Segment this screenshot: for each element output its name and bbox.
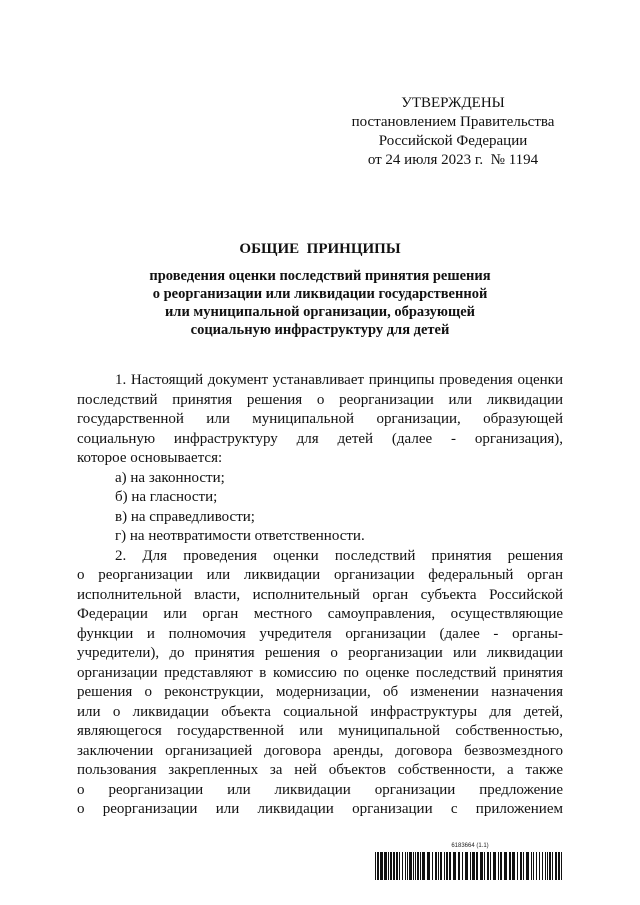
barcode-bar <box>536 852 537 880</box>
barcode-bar <box>490 852 491 880</box>
text-line: социальную инфраструктуру для детей (далее - организация), <box>77 430 563 447</box>
barcode-bar <box>504 852 507 880</box>
barcode-bar <box>517 852 518 880</box>
barcode-bar <box>413 852 414 880</box>
barcode-bar <box>407 852 408 880</box>
text-line: о реорганизации или ликвидации организации федеральный орган <box>77 567 563 583</box>
barcode-bar <box>520 852 522 880</box>
paragraph-1 <box>77 371 563 469</box>
subtitle-line: проведения оценки последствий принятия решения <box>149 268 491 284</box>
text-line: функции и полномочия учредителя организации (далее - органы- <box>77 625 563 642</box>
subtitle-line: или муниципальной организации, образующей <box>164 304 476 320</box>
barcode-bar <box>420 852 421 880</box>
list-item: б) на гласности; <box>115 489 218 505</box>
barcode-bar <box>384 852 387 880</box>
approval-block <box>343 94 563 170</box>
text-line: организации представляют в комиссию по оценке последствий принятия <box>77 664 563 681</box>
text-line: Федерации или орган местного самоуправления, осуществляющие <box>77 606 563 622</box>
barcode-bar <box>470 852 471 880</box>
barcode-bar <box>547 852 548 880</box>
document-body <box>77 371 563 820</box>
principles-list <box>77 469 563 547</box>
text-line: 2. Для проведения оценки последствий принятия решения <box>115 547 563 564</box>
barcode-bar <box>498 852 499 880</box>
document-subtitle <box>0 267 640 339</box>
barcode-bar <box>396 852 398 880</box>
barcode-bar <box>542 852 543 880</box>
barcode-image <box>375 852 565 880</box>
barcode-bar <box>484 852 485 880</box>
barcode-bar <box>440 852 442 880</box>
list-item: г) на неотвратимости ответственности. <box>115 528 365 544</box>
barcode-bar <box>446 852 448 880</box>
barcode-bar <box>405 852 406 880</box>
barcode-bar <box>512 852 515 880</box>
subtitle-line: социальную инфраструктуру для детей <box>190 322 450 338</box>
list-item: в) на справедливости; <box>115 508 255 525</box>
subtitle-line: о реорганизации или ликвидации государственной <box>152 286 488 302</box>
barcode-bar <box>558 852 560 880</box>
barcode-bar <box>438 852 439 880</box>
barcode-bar <box>493 852 496 880</box>
barcode-bar <box>509 852 511 880</box>
barcode-bar <box>465 852 468 880</box>
text-line: исполнительной власти, исполнительный орган субъекта Российской <box>77 586 563 603</box>
barcode-label: 6183664 (1.1) <box>451 843 489 849</box>
approval-date-number: от 24 июля 2023 г. № 1194 <box>367 152 539 168</box>
barcode-bar <box>555 852 557 880</box>
text-line: государственной или муниципальной организации, образующей <box>77 411 563 427</box>
barcode-bar <box>422 852 425 880</box>
barcode-bar <box>549 852 551 880</box>
barcode-bar <box>531 852 532 880</box>
approval-line: Российской Федерации <box>378 133 528 149</box>
barcode-bar <box>487 852 489 880</box>
barcode-bar <box>552 852 553 880</box>
approval-line: постановлением Правительства <box>351 114 555 130</box>
barcode-bar <box>458 852 460 880</box>
barcode-bar <box>523 852 524 880</box>
text-line: учредители), до принятия решения о реорганизации или ликвидации <box>77 645 563 661</box>
barcode-bar <box>539 852 540 880</box>
text-line: последствий принятия решения о реорганизации или ликвидации <box>77 391 563 408</box>
barcode-bar <box>476 852 478 880</box>
barcode-bar <box>393 852 395 880</box>
barcode-bar <box>399 852 400 880</box>
text-line: являющегося государственной или муниципальной собственностью, <box>77 723 563 739</box>
text-line: или о ликвидации объекта социальной инфраструктуры для детей, <box>77 703 563 720</box>
text-line: о реорганизации или ликвидации организации с приложением <box>77 801 563 817</box>
barcode-bar <box>388 852 389 880</box>
approval-heading: УТВЕРЖДЕНЫ <box>401 95 505 111</box>
text-line: которое основывается: <box>77 450 223 466</box>
barcode-bar <box>402 852 403 880</box>
barcode-bar <box>375 852 376 880</box>
barcode-bar <box>417 852 419 880</box>
paragraph-2 <box>77 547 563 820</box>
barcode-bar <box>480 852 483 880</box>
document-title: ОБЩИЕ ПРИНЦИПЫ <box>239 241 401 257</box>
barcode-bar <box>427 852 430 880</box>
barcode-bar <box>415 852 416 880</box>
text-line: о реорганизации или ликвидации организации предложение <box>77 781 563 798</box>
text-line: решения о реконструкции, модернизации, об изменении назначения <box>77 684 563 700</box>
barcode-bar <box>472 852 475 880</box>
text-line: пользования закрепленных за ней объектов собственности, а также <box>77 762 563 778</box>
barcode-bar <box>444 852 445 880</box>
barcode-bar <box>561 852 562 880</box>
barcode-bar <box>409 852 412 880</box>
barcode-bar <box>533 852 534 880</box>
barcode-bar <box>526 852 529 880</box>
barcode-bar <box>380 852 383 880</box>
barcode-bar <box>462 852 463 880</box>
text-line: 1. Настоящий документ устанавливает принципы проведения оценки <box>115 372 563 388</box>
barcode-bar <box>432 852 433 880</box>
barcode-bar <box>449 852 451 880</box>
text-line: заключении организацией договора аренды, договора безвозмездного <box>77 742 563 759</box>
barcode-bar <box>377 852 379 880</box>
list-item: а) на законности; <box>115 469 225 486</box>
barcode-bar <box>500 852 502 880</box>
barcode-bar <box>545 852 546 880</box>
barcode-bar <box>435 852 437 880</box>
barcode-bar <box>453 852 456 880</box>
barcode-bar <box>390 852 392 880</box>
